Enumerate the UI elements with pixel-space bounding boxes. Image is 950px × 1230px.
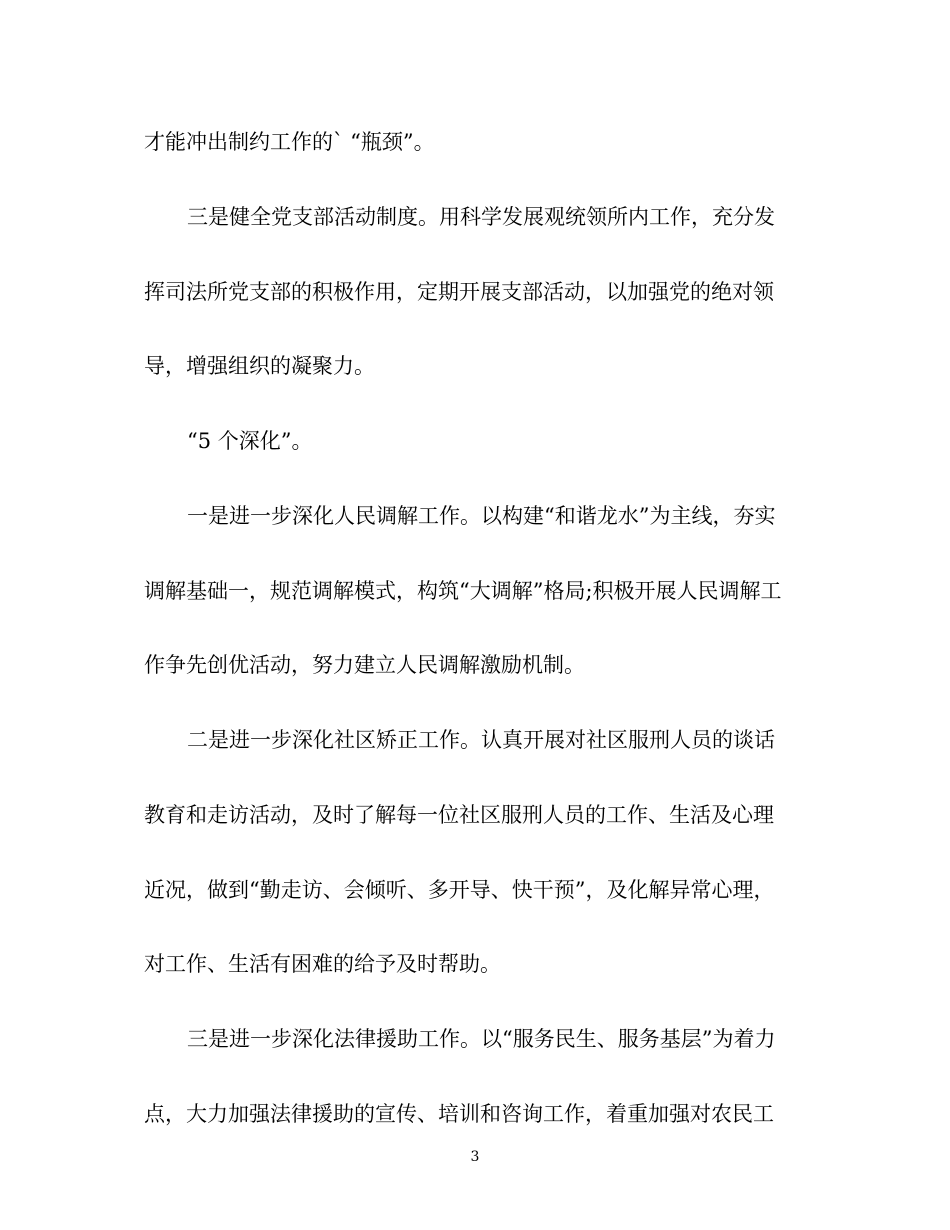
text-line: 三是进一步深化法律援助工作。以“服务民生、服务基层”为着力 [187,1027,776,1051]
page-number: 3 [470,1149,480,1165]
text-line: 一是进一步深化人民调解工作。以构建“和谐龙水”为主线，夯实 [187,504,776,528]
text-line: 教育和走访活动，及时了解每一位社区服刑人员的工作、生活及心理 [144,803,774,827]
text-line: “5 个深化”。 [187,429,313,453]
text-line: 近况，做到“勤走访、会倾听、多开导、快干预”，及化解异常心理， [144,878,775,902]
text-line: 挥司法所党支部的积极作用，定期开展支部活动，以加强党的绝对领 [144,280,774,304]
text-line: 作争先创优活动，努力建立人民调解激励机制。 [144,653,585,677]
text-line: 导，增强组织的凝聚力。 [144,354,375,378]
text-line: 对工作、生活有困难的给予及时帮助。 [144,952,501,976]
text-line: 才能冲出制约工作的` “瓶颈”。 [144,130,435,154]
text-line: 三是健全党支部活动制度。用科学发展观统领所内工作，充分发 [187,205,775,229]
text-line: 二是进一步深化社区矫正工作。认真开展对社区服刑人员的谈话 [187,728,775,752]
text-line: 点，大力加强法律援助的宣传、培训和咨询工作，着重加强对农民工 [144,1102,774,1126]
text-line: 调解基础一，规范调解模式，构筑“大调解”格局;积极开展人民调解工 [144,579,782,603]
